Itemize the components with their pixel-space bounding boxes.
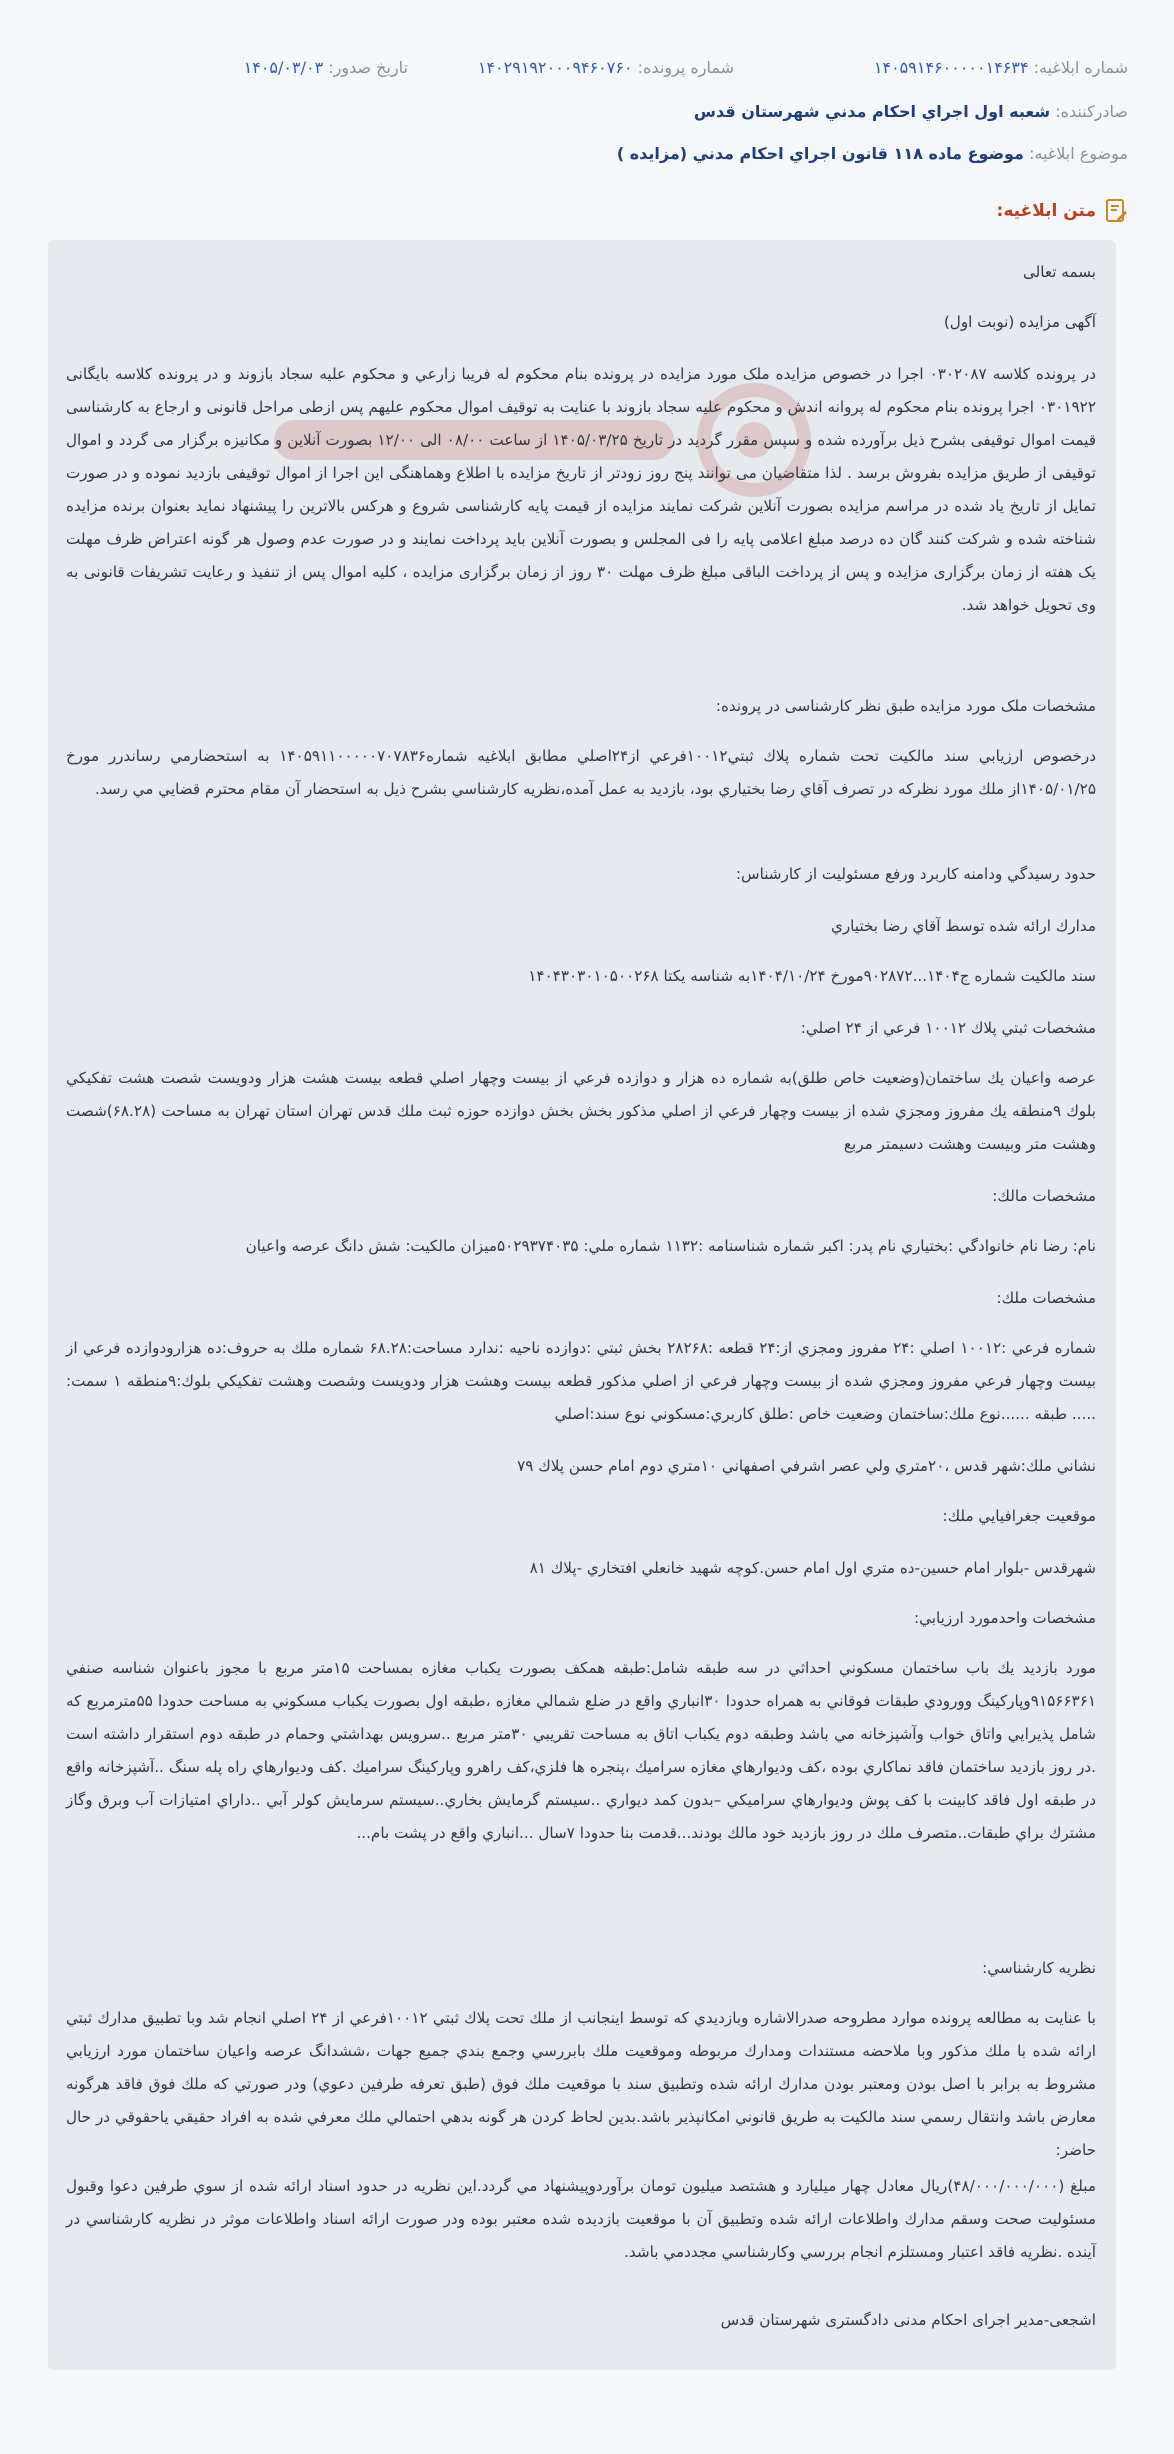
issuer-value: شعبه اول اجراي احكام مدني شهرستان قدس [693,102,1051,121]
case-number-value: ۱۴۰۲۹۱۹۲۰۰۰۹۴۶۰۷۶۰ [477,58,633,77]
body-paragraph-21: با عنايت به مطالعه پرونده موارد مطروحه صدرالاشاره وبازديدي كه توسط اينجانب از ملك تحت پلاك ثبتي ۱۰۰۱۲فرعي از ۲۴ اصلي انجام شد وبا تطبيق مدارك ثبتي ارائه شده با ملك مذكور وبا ملاحضه مستندات ومدارك مربوطه وموقعيت ملك بابررسي وجمع بندي جميع جهات ،ششدانگ عرصه واعيان ساختمان مورد ارزيابي مشروط به برابر با اصل بودن ومعتبر بودن مدارك ارائه شده وتطبيق سند با موقعيت ملك فوق (طبق تعرفه طرفين دعوي) ودر صورتي كه ملك فوق فاقد هرگونه معارض باشد وانتقال رسمي سند مالكيت به طريق قانوني امكانپذير باشد.بدين لحاظ كردن هر گونه بدهي احتمالي ملك معرفي شده به افراد حقيقي ياحقوقي در حال حاضر: [66,2009,1096,2159]
subject-value: موضوع ماده ۱۱۸ قانون اجراي احكام مدني (مزايده ) [616,144,1024,163]
body-paragraph-3: در پرونده کلاسه ۰۳۰۲۰۸۷ اجرا در خصوص مزایده ملک مورد مزایده در پرونده بنام محکوم له فریبا زارعي و محکوم علیه سجاد بازوند و در پرونده کلاسه بایگانی ۰۳۰۱۹۲۲ اجرا پرونده بنام محکوم له پروانه اندش و محکوم علیه سجاد بازوند با عنایت به توقیف اموال محکوم علیهم پس ازطی مراحل قانونی و ارجاع به کارشناسی قیمت اموال توقیفی بشرح ذیل برآورده شده و سپس مقرر گردید در تاریخ ۱۴۰۵/۰۳/۲۵ از ساعت ۰۸/۰۰ الی ۱۲/۰۰ بصورت آنلاین و مکانیزه برگزار می گردد و اموال توقیفی از طریق مزایده بفروش برسد . لذا متقاضیان می توانند پنج روز زودتر از تاریخ مزایده با اطلاع وهماهنگی این اجرا از اموال توقیفی بازدید نموده و در صورت تمایل از تاریخ یاد شده در مراسم مزایده بصورت آنلاین شرکت نمایند مزایده از قیمت پایه کارشناسی شروع و هرکس بالاترین را پیشنهاد نماید بعنوان برنده مزایده شناخته شده و شرکت کنند گان ده درصد مبلغ اعلامی پایه را فی المجلس و بصورت آنلاین باید پرداخت نمایند و در صورت عدم وصول هر گونه اعتراض ظرف مهلت یک هفته از زمان برگزاری مزایده و پس از پرداخت الباقی مبلغ ظرف مهلت ۳۰ روز از زمان برگزاری مزایده ، کلیه اموال پس از تنفیذ و رعایت تشریفات قانونی به وی تحویل خواهد شد. [66,365,1096,614]
body-paragraph-8: سند مالكيت شماره ج۱۴۰۴...۹۰۲۸۷۲مورخ ۱۴۰۴/۱۰/۲۴به شناسه يكتا ۱۴۰۴۳۰۳۰۱۰۵۰۰۲۶۸ [528,967,1096,985]
body-paragraph-18: مشخصات واحدمورد ارزيابي: [914,1609,1096,1627]
body-paragraph-5: درخصوص ارزيابي سند مالكيت تحت شماره پلاك ثبتي۱۰۰۱۲فرعي از۲۴اصلي مطابق ابلاغيه شماره۱۴۰۵۹۱۱۰۰۰۰۰۷۰۷۸۳۶ به استحضارمي رساندرر مورخ ۱۴۰۵/۰۱/۲۵از ملك مورد نظركه در تصرف آقاي رضا بختياري بود، بازديد به عمل آمده،نظريه كارشناسي بشرح ذيل به استحضار آن مقام محترم قضايي مي رسد. [66,747,1096,798]
body-paragraph-16: موقعيت جغرافيايي ملك: [942,1507,1096,1525]
body-paragraph-7: مدارك ارائه شده توسط آقاي رضا بختياري [830,917,1096,935]
section-header [997,198,1128,224]
issue-date-value: ۱۴۰۵/۰۳/۰۳ [243,58,324,77]
subject-row [46,142,1128,166]
body-paragraph-14: شماره فرعي :۱۰۰۱۲ اصلي :۲۴ مفروز ومجزي از:۲۴ قطعه :۲۸۲۶۸ بخش ثبتي :دوازده ناحيه :ندارد مساحت:۶۸.۲۸ شماره ملك به حروف:ده هزارودوازده فرعي از بيست وچهار فرعي مفروز ومجزي شده از بيست وچهار فرعي از اصلي مذكور قطعه بيست وهشت هزار ودويست وشصت وهشت تفكيكي بلوك:۹منطقه ۱ سمت: ..... طبقه ......نوع ملك:ساختمان وضعيت خاص :طلق كاربري:مسكوني نوع سند:اصلي [66,1339,1097,1423]
issue-date [244,56,408,80]
body-paragraph-6: حدود رسيدگي ودامنه كاربرد ورفع مسئوليت از كارشناس: [735,865,1096,883]
body-paragraph-13: مشخصات ملك: [996,1289,1096,1307]
body-paragraph-17: شهرقدس -بلوار امام حسين-ده متري اول امام حسن.كوچه شهيد خانعلي افتخاري -پلاك ۸۱ [529,1559,1096,1577]
body-paragraph-11: مشخصات مالك: [992,1187,1096,1205]
notice-number-label: شماره ابلاغیه: [1033,58,1128,77]
issue-date-label: تاریخ صدور: [328,58,408,77]
body-paragraph-9: مشخصات ثبتي پلاك ۱۰۰۱۲ فرعي از ۲۴ اصلي: [800,1019,1096,1037]
section-title: متن ابلاغیه: [996,201,1096,221]
case-number-label: شماره پرونده: [637,58,734,77]
body-paragraph-23: اشجعی-مدیر اجرای احکام مدنی دادگستری شهرستان قدس [720,2311,1096,2329]
body-paragraph-22: مبلغ (۴۸/۰۰۰/۰۰۰/۰۰۰)ريال معادل چهار ميليارد و هشتصد ميليون تومان برآوردوپيشنهاد مي گردد.اين نظريه در حدود اسناد ارائه شده از سوي طرفين دعوا وقبول مسئوليت صحت وسقم مدارك واطلاعات ارائه شده وتطبيق آن با موقعيت بازديده شده معتبر بوده ودر صورت ارائه اسناد واطلاعات موثر در نظريه كارشناسي در آينده .نظريه فاقد اعتبار ومستلزم انجام بررسي وكارشناسي مجددمي باشد. [66,2177,1097,2261]
issuer-label: صادرکننده: [1055,102,1128,121]
body-paragraph-15: نشاني ملك:شهر قدس ،۲۰متري ولي عصر اشرفي اصفهاني ۱۰متري دوم امام حسن پلاك ۷۹ [517,1457,1096,1475]
subject-label: موضوع ابلاغیه: [1029,144,1128,163]
body-paragraph-4: مشخصات ملک مورد مزایده طبق نظر کارشناسی در پرونده: [715,697,1096,715]
body-paragraph-20: نظريه كارشناسي: [982,1959,1096,1977]
body-paragraph-1: بسمه تعالی [1023,263,1096,281]
case-number [478,56,734,80]
body-paragraph-19: مورد بازديد يك باب ساختمان مسكوني احداثي در سه طبقه شامل:طبقه همكف بصورت يكباب مغازه بمساحت ۱۵متر مربع با مجوز باعنوان شناسه صنفي ۹۱۵۶۶۳۶۱وپاركينگ وورودي طبقات فوقاني به همراه حدودا ۳۰انباري واقع در ضلع شمالي مغازه ،طبقه اول بصورت يكباب مسكوني به مساحت حدودا ۵۵مترمربع كه شامل پذيرايي واتاق خواب وآشپزخانه مي باشد وطبقه دوم يكباب اتاق به مساحت تقريبي ۳۰متر مربع ..سرويس بهداشتي وحمام در طبقه دوم استقرار داشته است .در روز بازديد ساختمان فاقد نماكاري بوده ،كف وديوارهاي مغازه سراميك ،پنجره ها فلزي،كف راهرو وپاركينگ سراميك .كف وديوارهاي راه پله سنگ ..آشپزخانه واقع در طبقه اول فاقد كابينت با كف پوش وديوارهاي سراميكي –بدون كمد ديواري ..سيستم گرمايش بخاري..سيستم سرمايش كولر آبي ..داراي امتيازات آب وبرق وگاز مشترك براي طبقات..متصرف ملك در روز بازديد خود مالك بودند...قدمت بنا حدودا ۷سال ...انباري واقع در پشت بام... [66,1659,1097,1842]
notice-number [874,56,1128,80]
notice-number-value: ۱۴۰۵۹۱۴۶۰۰۰۰۰۱۴۶۳۴ [873,58,1029,77]
body-paragraph-12: نام: رضا نام خانوادگي :بختياري نام پدر: اكبر شماره شناسنامه :۱۱۳۲ شماره ملي: ۵۰۲۹۳۷۴۰۳۵ميزان مالكيت: شش دانگ عرصه واعيان [245,1237,1096,1255]
issuer-row [46,100,1128,124]
body-paragraph-2: آگهی مزایده (نوبت اول) [943,313,1096,331]
document-edit-icon [1104,198,1128,224]
body-paragraph-10: عرصه واعيان يك ساختمان(وضعيت خاص طلق)به شماره ده هزار و دوازده فرعي از بيست وچهار اصلي قطعه بيست هشت هزار ودويست شصت هشت تفكيكي بلوك ۹منطقه يك مفروز ومجزي شده از بيست وچهار فرعي از اصلي مذكور بخش بخش دوازده حوزه ثبت ملك قدس تهران استان تهران به مساحت (۶۸.۲۸)شصت وهشت متر وبيست وهشت دسيمتر مربع [66,1069,1096,1153]
